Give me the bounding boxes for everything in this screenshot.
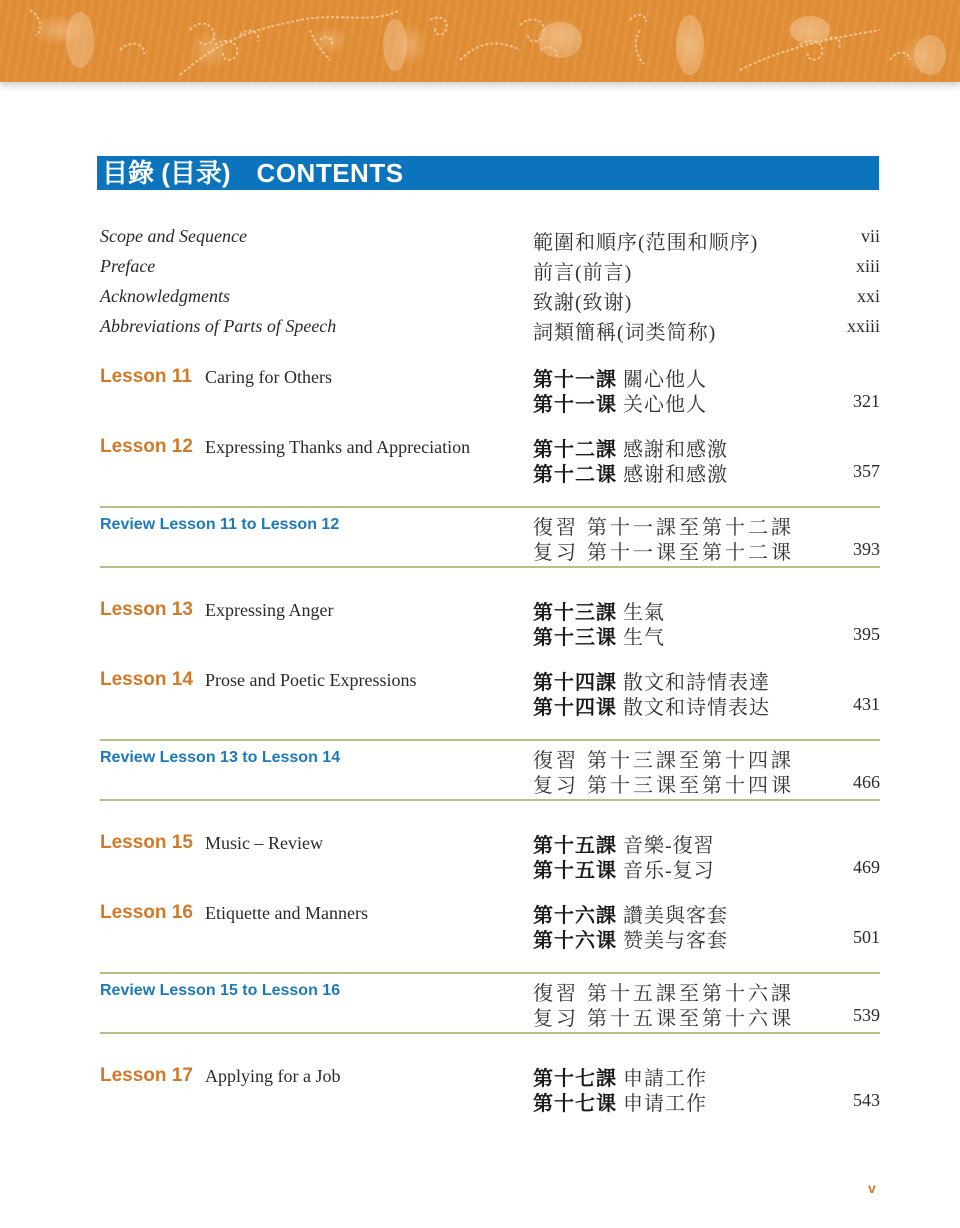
lesson-name-simplified: 感谢和感激: [623, 464, 728, 486]
review-title-traditional: 復習 第十五課至第十六課: [533, 983, 794, 1005]
toc-entry-scope-and-sequence[interactable]: [100, 226, 880, 256]
lesson-name-simplified: 散文和诗情表达: [623, 697, 770, 719]
review-title-traditional: 復習 第十三課至第十四課: [533, 750, 794, 772]
lesson-page-number: 431: [853, 694, 880, 714]
toc-entry-lesson-16[interactable]: [100, 902, 880, 958]
lesson-name-traditional: 生氣: [623, 602, 665, 624]
lesson-title: Expressing Thanks and Appreciation: [205, 437, 471, 457]
lesson-title-simplified: [533, 458, 728, 487]
toc-entry-lesson-13[interactable]: [100, 599, 880, 655]
toc-entry-review-11-12[interactable]: [100, 506, 880, 568]
lesson-title: Etiquette and Manners: [205, 903, 368, 923]
entry-page-number: xxi: [856, 286, 880, 306]
contents-title-bar: [97, 156, 879, 190]
lesson-number-traditional: 第十五課: [533, 835, 617, 857]
toc-entry-preface[interactable]: [100, 256, 880, 286]
toc-entry-lesson-11[interactable]: [100, 366, 880, 422]
toc-entry-review-13-14[interactable]: [100, 739, 880, 801]
decorative-banner: [0, 0, 960, 82]
review-title-simplified: 复习 第十五课至第十六课: [533, 1008, 794, 1030]
review-page-number: 539: [853, 1005, 880, 1025]
toc-entry-lesson-14[interactable]: [100, 669, 880, 725]
lesson-title-simplified: [533, 388, 707, 417]
lesson-number-traditional: 第十三課: [533, 602, 617, 624]
lesson-title: Caring for Others: [205, 367, 332, 387]
lesson-title: Expressing Anger: [205, 600, 334, 620]
lesson-label: Lesson 12: [100, 436, 193, 457]
lesson-name-simplified: 生气: [623, 627, 665, 649]
entry-page-number: xxiii: [846, 316, 880, 336]
entry-title: Abbreviations of Parts of Speech: [100, 316, 337, 336]
lesson-name-simplified: 音乐-复习: [623, 860, 715, 882]
review-label: Review Lesson 11 to Lesson 12: [100, 516, 340, 533]
review-page-number: 466: [853, 772, 880, 792]
review-title-traditional: 復習 第十一課至第十二課: [533, 517, 794, 539]
entry-title-chinese: 詞類簡稱(词类简称): [533, 322, 717, 344]
lesson-number-simplified: 第十七课: [533, 1093, 617, 1115]
entry-page-number: vii: [860, 226, 880, 246]
lesson-title-simplified: [533, 621, 665, 650]
lesson-page-number: 321: [853, 391, 880, 411]
page-number: v: [868, 1180, 876, 1196]
floral-pattern-icon: [0, 0, 960, 82]
lesson-name-simplified: 赞美与客套: [623, 930, 728, 952]
entry-title-chinese: 前言(前言): [533, 262, 633, 284]
lesson-number-traditional: 第十七課: [533, 1068, 617, 1090]
lesson-label: Lesson 14: [100, 669, 193, 690]
lesson-label: Lesson 15: [100, 832, 193, 853]
lesson-label: Lesson 16: [100, 902, 193, 923]
lesson-name-simplified: 申请工作: [623, 1093, 707, 1115]
lesson-number-traditional: 第十一課: [533, 369, 617, 391]
lesson-name-traditional: 散文和詩情表達: [623, 672, 770, 694]
lesson-title-simplified: [533, 854, 715, 883]
entry-page-number: xiii: [855, 256, 880, 276]
review-label: Review Lesson 13 to Lesson 14: [100, 749, 341, 766]
lesson-name-simplified: 关心他人: [623, 394, 707, 416]
lesson-title: Music – Review: [205, 833, 323, 853]
entry-title: Preface: [100, 256, 156, 276]
lesson-label: Lesson 13: [100, 599, 193, 620]
lesson-number-simplified: 第十三课: [533, 627, 617, 649]
entry-title: Acknowledgments: [100, 286, 230, 306]
lesson-number-traditional: 第十六課: [533, 905, 617, 927]
review-title-simplified: 复习 第十三课至第十四课: [533, 775, 794, 797]
entry-title-chinese: 範圍和順序(范围和顺序): [533, 232, 759, 254]
lesson-page-number: 501: [853, 927, 880, 947]
lesson-number-simplified: 第十四课: [533, 697, 617, 719]
lesson-number-traditional: 第十四課: [533, 672, 617, 694]
lesson-number-simplified: 第十六课: [533, 930, 617, 952]
lesson-name-traditional: 關心他人: [623, 369, 707, 391]
title-chinese: 目錄 (目录): [102, 158, 231, 188]
lesson-page-number: 543: [853, 1090, 880, 1110]
review-page-number: 393: [853, 539, 880, 559]
lesson-page-number: 469: [853, 857, 880, 877]
review-title-simplified: 复习 第十一课至第十二课: [533, 542, 794, 564]
toc-entry-acknowledgments[interactable]: [100, 286, 880, 316]
lesson-name-traditional: 感謝和感激: [623, 439, 728, 461]
lesson-number-simplified: 第十二课: [533, 464, 617, 486]
entry-title: Scope and Sequence: [100, 226, 247, 246]
lesson-name-traditional: 申請工作: [623, 1068, 707, 1090]
toc-entry-lesson-12[interactable]: [100, 436, 880, 492]
lesson-page-number: 357: [853, 461, 880, 481]
lesson-title: Prose and Poetic Expressions: [205, 670, 417, 690]
lesson-name-traditional: 音樂-復習: [623, 835, 715, 857]
lesson-number-traditional: 第十二課: [533, 439, 617, 461]
title-english: CONTENTS: [256, 158, 404, 188]
lesson-page-number: 395: [853, 624, 880, 644]
entry-title-chinese: 致謝(致谢): [533, 292, 633, 314]
lesson-label: Lesson 11: [100, 366, 192, 387]
toc-entry-lesson-15[interactable]: [100, 832, 880, 888]
lesson-label: Lesson 17: [100, 1065, 193, 1086]
toc-entry-review-15-16[interactable]: [100, 972, 880, 1034]
toc-entry-lesson-17[interactable]: [100, 1065, 880, 1121]
lesson-title: Applying for a Job: [205, 1066, 341, 1086]
lesson-title-simplified: [533, 1087, 707, 1116]
lesson-title-simplified: [533, 691, 770, 720]
lesson-name-traditional: 讚美與客套: [623, 905, 728, 927]
toc-entry-abbreviations[interactable]: [100, 316, 880, 346]
lesson-title-simplified: [533, 924, 728, 953]
lesson-number-simplified: 第十一课: [533, 394, 617, 416]
lesson-number-simplified: 第十五课: [533, 860, 617, 882]
review-label: Review Lesson 15 to Lesson 16: [100, 982, 341, 999]
